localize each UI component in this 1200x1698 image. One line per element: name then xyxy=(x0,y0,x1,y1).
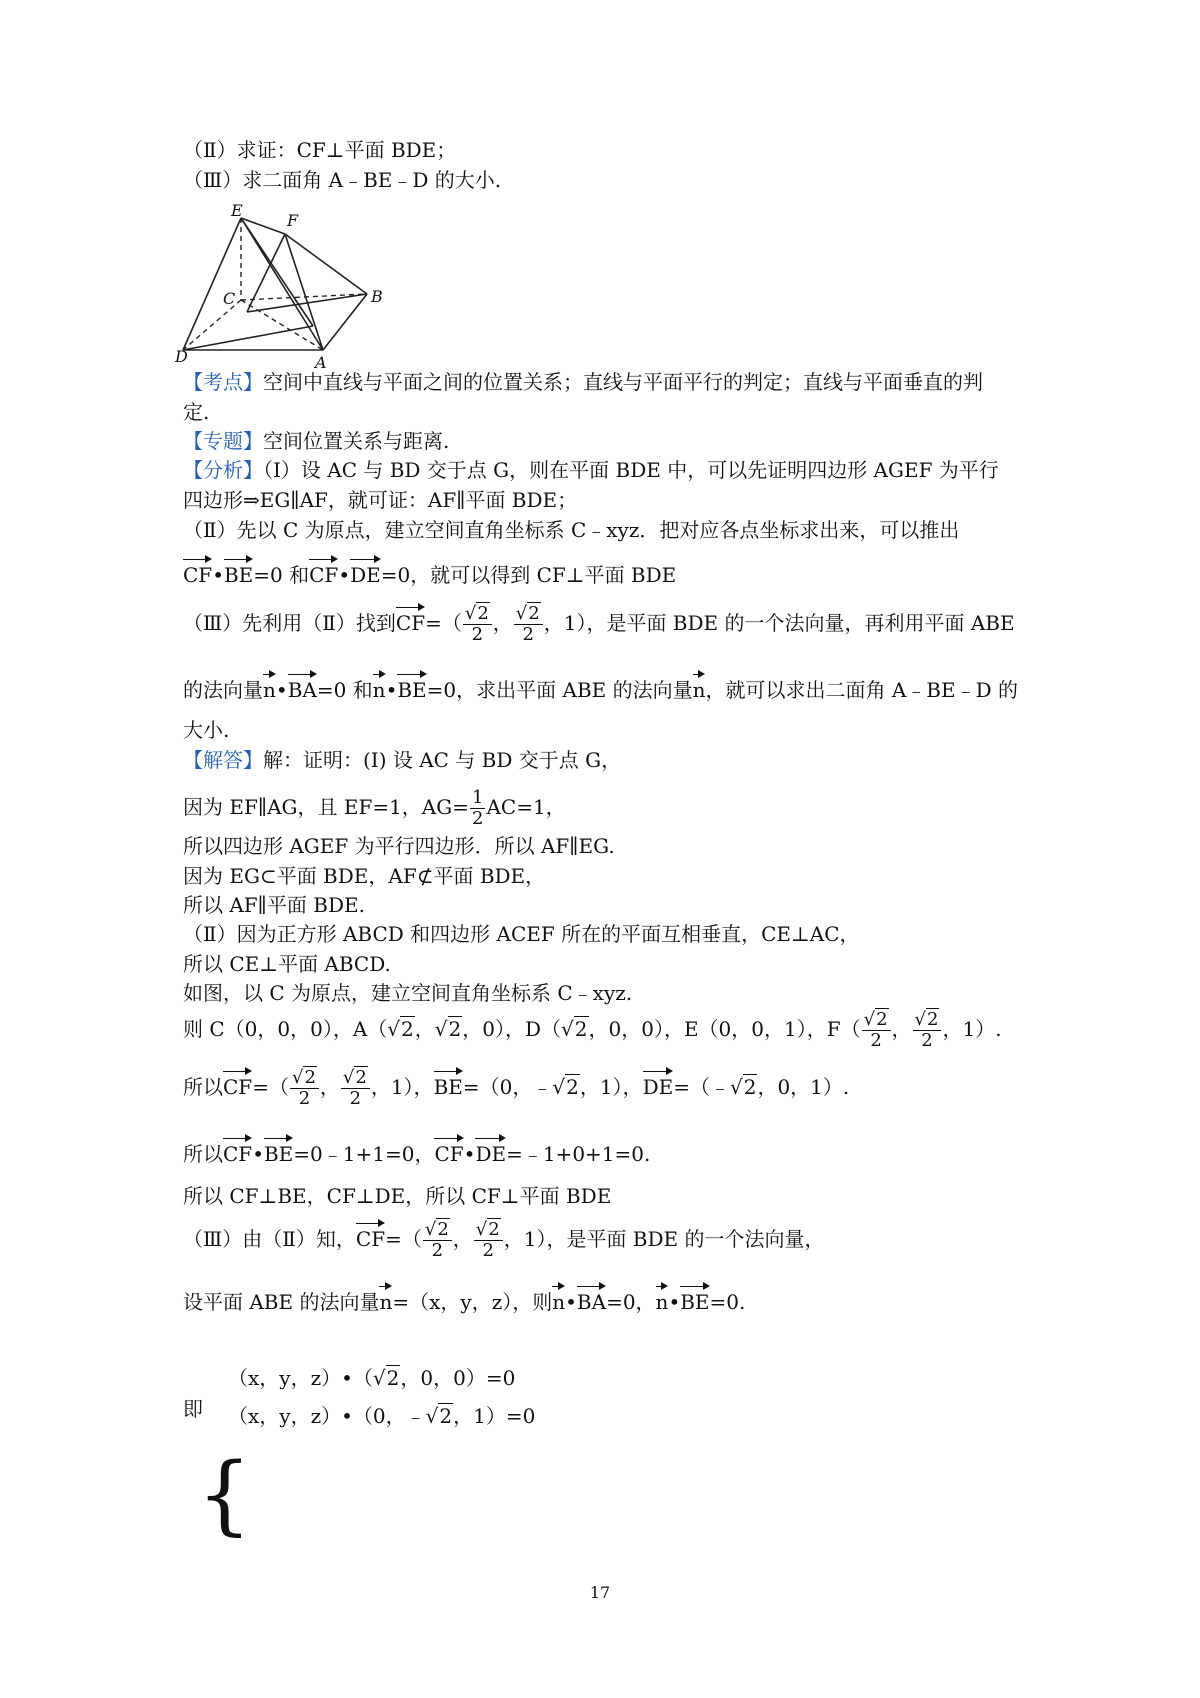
vector-de: DE xyxy=(350,563,381,587)
jieda-line-9: 则 C（0，0，0），A（√2，√2，0），D（√2，0，0），E（0，0，1），F（ $\frac{√2}{2}$ ， $\frac{√2}{2}$ ，1）. xyxy=(183,1009,1002,1051)
fenxi-text-1: （Ⅰ）设 AC 与 BD 交于点 G，则在平面 BDE 中，可以先证明四边形 AGEF 为平行 xyxy=(263,458,999,482)
jieda-line-11: 所以CF•BE=0﹣1+1=0，CF•DE=﹣1+0+1=0. xyxy=(183,1142,651,1166)
label-E: E xyxy=(231,201,243,220)
fenxi-line-6: 的法向量n•BA=0 和n•BE=0，求出平面 ABE 的法向量n，就可以求出二面角 A﹣BE﹣D 的 xyxy=(183,678,1018,702)
vector-be: BE xyxy=(223,563,254,587)
jieda-line-14: 设平面 ABE 的法向量n=（x，y，z），则n•BA=0，n•BE=0. xyxy=(183,1290,746,1314)
fenxi-text-5a: （Ⅲ）先利用（Ⅱ）找到 xyxy=(183,611,396,635)
dot: • xyxy=(212,563,224,587)
system-equation-1: （x，y，z）•（√2，0，0）=0 xyxy=(228,1366,516,1390)
question-2: （Ⅱ）求证：CF⊥平面 BDE； xyxy=(183,138,457,162)
jieda-line-15: 即 xyxy=(183,1397,203,1421)
fenxi-tag: 【分析】 xyxy=(183,458,263,482)
fenxi-line-7: 大小. xyxy=(183,718,230,742)
vector-n-2: n xyxy=(372,678,386,702)
jieda-line-8: 如图，以 C 为原点，建立空间直角坐标系 C﹣xyz. xyxy=(183,981,633,1005)
fenxi-text-5c: 1），是平面 BDE 的一个法向量，再利用平面 ABE xyxy=(563,611,1015,635)
fenxi-line-3: （Ⅱ）先以 C 为原点，建立空间直角坐标系 C﹣xyz．把对应各点坐标求出来，可以推出 xyxy=(183,518,960,542)
jieda-line-4: 因为 EG⊂平面 BDE，AF⊄平面 BDE， xyxy=(183,864,546,888)
zhuanti-line xyxy=(183,427,449,455)
label-F: F xyxy=(287,211,299,230)
kaodian-text-1: 空间中直线与平面之间的位置关系；直线与平面平行的判定；直线与平面垂直的判 xyxy=(263,370,983,394)
fenxi-line-5: （Ⅲ）先利用（Ⅱ）找到CF=（ $\frac{√2}{2}$ ， $\frac{√2}{2}$ ，1），是平面 BDE 的一个法向量，再利用平面 ABE xyxy=(183,603,1015,645)
vector-cf-2: CF xyxy=(309,563,339,587)
fenxi-text-5b: =（ xyxy=(425,611,462,635)
kaodian-tag: 【考点】 xyxy=(183,370,263,394)
fenxi-line-1 xyxy=(183,456,999,484)
jieda-line-13: （Ⅲ）由（Ⅱ）知，CF=（ $\frac{√2}{2}$ ， $\frac{√2}{2}$ ，1），是平面 BDE 的一个法向量， xyxy=(183,1219,825,1261)
jieda-text-1: 解：证明：(Ⅰ) 设 AC 与 BD 交于点 G， xyxy=(263,748,622,772)
fraction-sqrt2-over-2b: $\frac{√2}{2}$ xyxy=(514,604,543,645)
vector-be-2: BE xyxy=(397,678,427,702)
dot-2: • xyxy=(338,563,351,587)
jieda-line-10: 所以CF=（ $\frac{√2}{2}$ ， $\frac{√2}{2}$ ，1），BE=（0，﹣√2，1），DE=（﹣√2，0，1）. xyxy=(183,1067,850,1109)
jieda-line-2: 因为 EF∥AG，且 EF=1，AG= $\frac{1}{2}$ AC=1， xyxy=(183,787,566,829)
jieda-line-6: （Ⅱ）因为正方形 ABCD 和四边形 ACEF 所在的平面互相垂直，CE⊥AC， xyxy=(183,922,860,946)
page-number: 17 xyxy=(589,1583,611,1602)
system-equation-2: （x，y，z）•（0，﹣√2，1）=0 xyxy=(228,1404,536,1428)
vector-ba: BA xyxy=(287,678,317,702)
question-3: （Ⅲ）求二面角 A﹣BE﹣D 的大小. xyxy=(183,168,502,192)
label-C: C xyxy=(223,289,236,308)
label-A: A xyxy=(315,353,327,372)
zhuanti-text: 空间位置关系与距离. xyxy=(263,429,450,453)
fenxi-line-2: 四边形⇒EG∥AF，就可证：AF∥平面 BDE； xyxy=(183,488,578,512)
fenxi-text-6a: 的法向量 xyxy=(183,678,263,702)
label-B: B xyxy=(371,287,383,306)
vector-n-3: n xyxy=(692,678,706,702)
geometry-figure xyxy=(175,201,415,372)
jieda-line-12: 所以 CF⊥BE，CF⊥DE，所以 CF⊥平面 BDE xyxy=(183,1184,612,1208)
vector-cf: CF xyxy=(183,563,213,587)
fraction-one-half: $\frac{1}{2}$ xyxy=(472,787,484,829)
fenxi-text-4c: =0 和 xyxy=(253,563,310,587)
system-brace: { xyxy=(197,1445,252,1545)
jieda-line-7: 所以 CE⊥平面 ABCD. xyxy=(183,952,391,976)
fenxi-line-4 xyxy=(183,561,676,589)
jieda-line-1 xyxy=(183,746,621,774)
vector-n: n xyxy=(263,678,276,702)
jieda-line-5: 所以 AF∥平面 BDE. xyxy=(183,893,365,917)
jieda-line-3: 所以四边形 AGEF 为平行四边形．所以 AF∥EG. xyxy=(183,834,615,858)
sqrt-2: √2 xyxy=(464,603,489,624)
fraction-sqrt2-over-2: $\frac{√2}{2}$ xyxy=(463,604,492,645)
kaodian-line-1 xyxy=(183,368,983,396)
jieda-tag: 【解答】 xyxy=(183,748,263,772)
kaodian-line-2: 定. xyxy=(183,400,210,424)
zhuanti-tag: 【专题】 xyxy=(183,429,263,453)
label-D: D xyxy=(175,347,188,366)
vector-cf-3: CF xyxy=(395,611,426,635)
fenxi-text-4f: =0，就可以得到 CF⊥平面 BDE xyxy=(380,563,677,587)
